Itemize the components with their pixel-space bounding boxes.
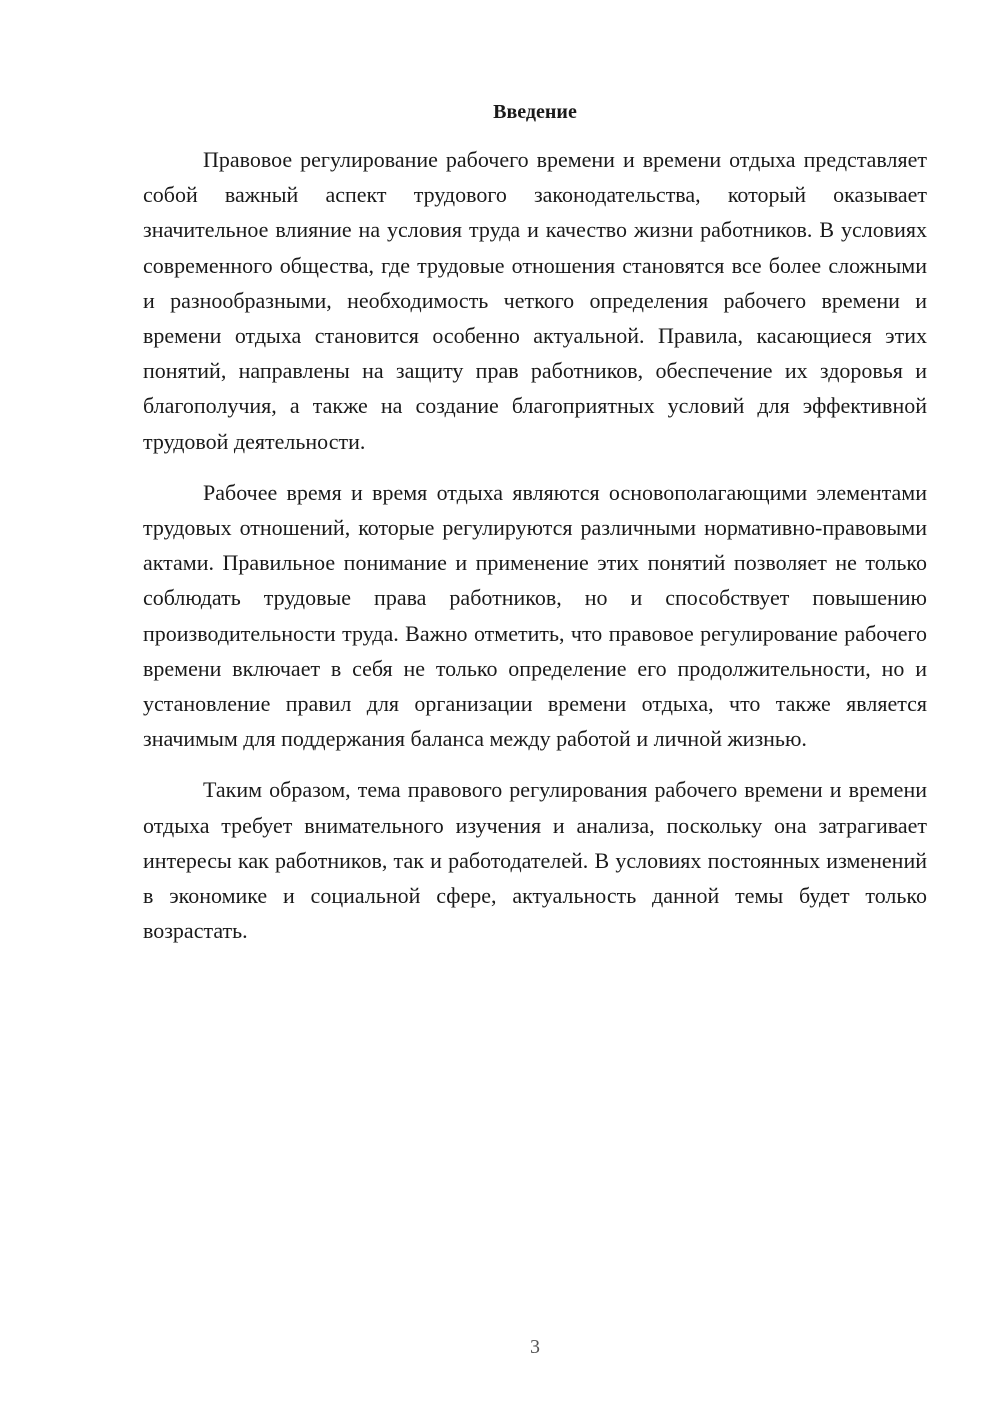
paragraph-3: Таким образом, тема правового регулирования рабочего времени и времени отдыха требует внимательного изучения и анализа, поскольку она затрагивает интересы как работников, так и работодателей. В условиях постоянных изменений в экономике и социальной сфере, актуальность данной темы будет только возрастать. bbox=[143, 777, 927, 944]
body-text bbox=[143, 142, 927, 964]
page-number: 3 bbox=[530, 1336, 540, 1358]
paragraph-1: Правовое регулирование рабочего времени и времени отдыха представляет собой важный аспект трудового законодательства, который оказывает значительное влияние на условия труда и качество жизни работников. В условиях современного общества, где трудовые отношения становятся все более сложными и разнообразными, необходимость четкого определения рабочего времени и времени отдыха становится особенно актуальной. Правила, касающиеся этих понятий, направлены на защиту прав работников, обеспечение их здоровья и благополучия, а также на создание благоприятных условий для эффективной трудовой деятельности. bbox=[143, 147, 927, 454]
section-heading: Введение bbox=[493, 101, 577, 123]
paragraph-2: Рабочее время и время отдыха являются основополагающими элементами трудовых отношений, которые регулируются различными нормативно-правовыми актами. Правильное понимание и применение этих понятий позволяет не только соблюдать трудовые права работников, но и способствует повышению производительности труда. Важно отметить, что правовое регулирование рабочего времени включает в себя не только определение его продолжительности, но и установление правил для организации времени отдыха, что также является значимым для поддержания баланса между работой и личной жизнью. bbox=[143, 479, 927, 752]
